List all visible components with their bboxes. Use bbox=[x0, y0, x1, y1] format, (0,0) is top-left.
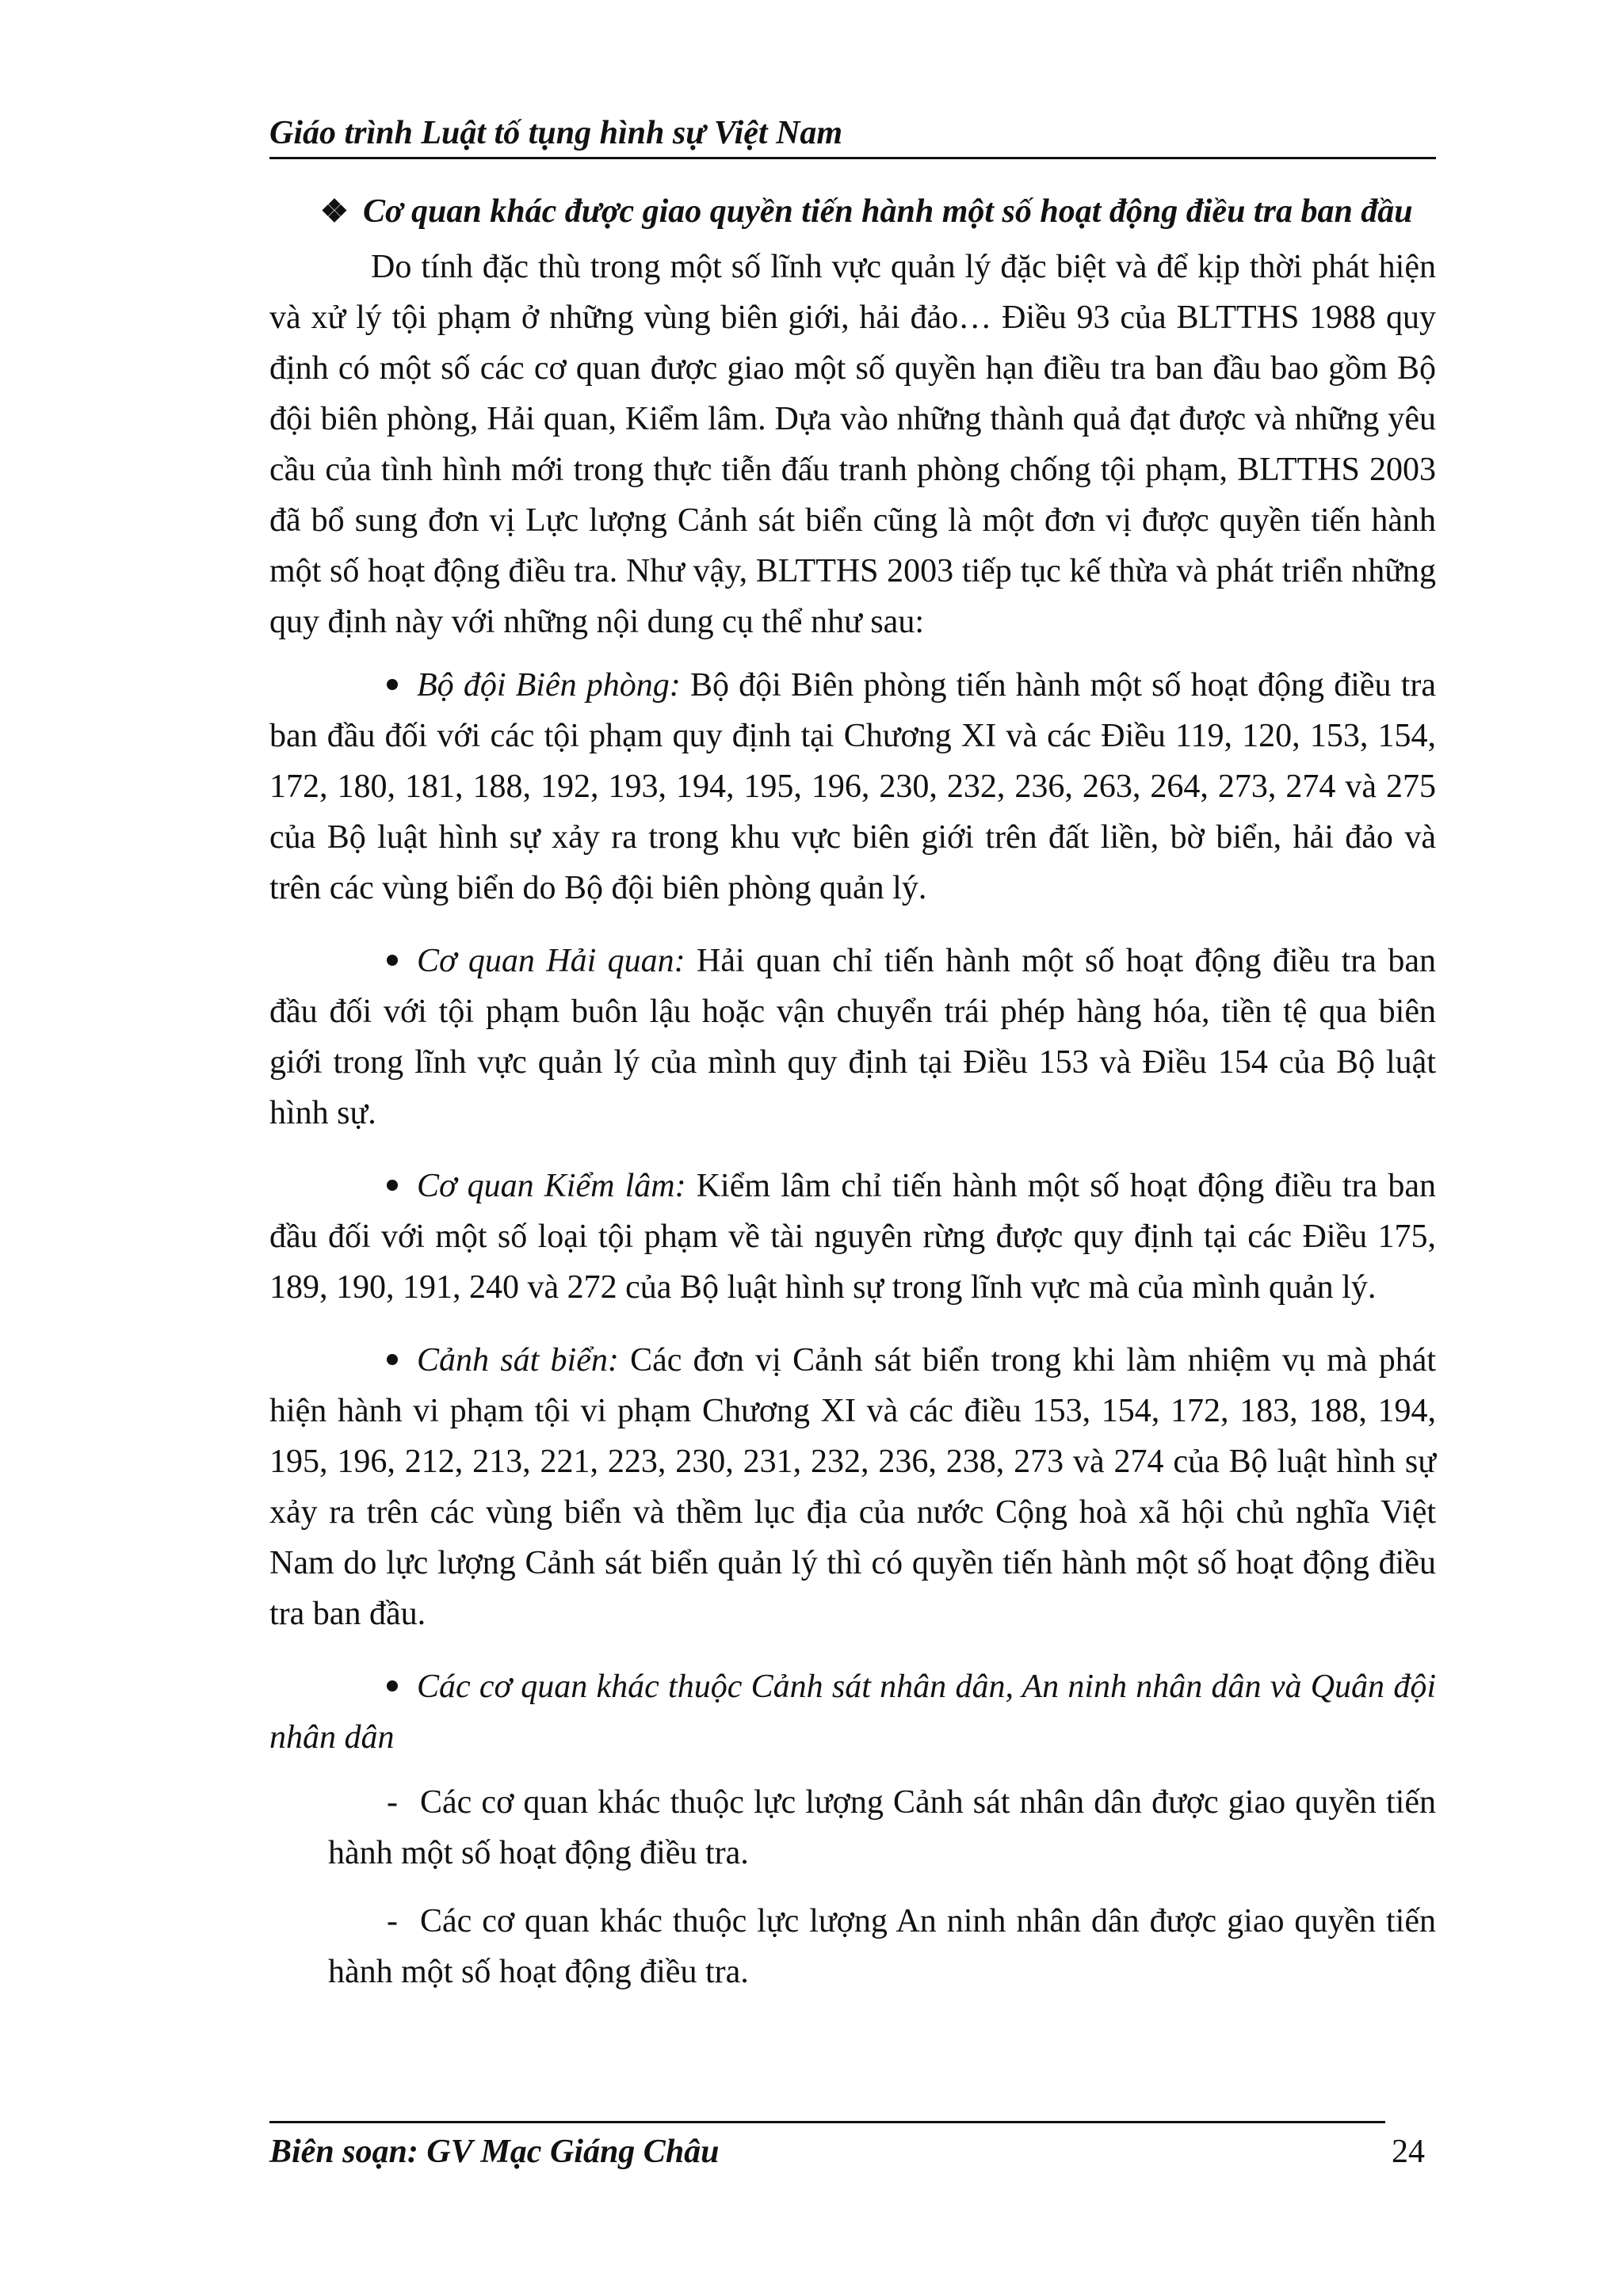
dash-mark: - bbox=[387, 1903, 398, 1939]
bullet-item-bien-phong bbox=[269, 660, 1436, 913]
bullet-text: Bộ đội Biên phòng tiến hành một số hoạt động điều tra ban đầu đối với các tội phạm quy định tại Chương XI và các Điều 119, 120, 153, 154, 172, 180, 181, 188, 192, 193, 194, 195, 196, 230, 232, 236, 263, 264, 273, 274 và 275 của Bộ luật hình sự xảy ra trong khu vực biên giới trên đất liền, bờ biển, hải đảo và trên các vùng biển do Bộ đội biên phòng quản lý. bbox=[269, 667, 1436, 906]
bullet-text: Hải quan chỉ tiến hành một số hoạt động điều tra ban đầu đối với tội phạm buôn lậu hoặc vận chuyển trái phép hàng hóa, tiền tệ qua biên giới trong lĩnh vực quản lý của mình quy định tại Điều 153 và Điều 154 của Bộ luật hình sự. bbox=[269, 943, 1436, 1131]
dash-item-canh-sat bbox=[269, 1777, 1436, 1878]
bullet-dot-icon bbox=[387, 1680, 398, 1691]
bullet-text: Các đơn vị Cảnh sát biển trong khi làm nhiệm vụ mà phát hiện hành vi phạm tội vi phạm Chương XI và các điều 153, 154, 172, 183, 188, 194, 195, 196, 212, 213, 221, 223, 230, 231, 232, 236, 238, 273 và 274 của Bộ luật hình sự xảy ra trên các vùng biển và thềm lục địa của nước Cộng hoà xã hội chủ nghĩa Việt Nam do lực lượng Cảnh sát biển quản lý thì có quyền tiến hành một số hoạt động điều tra ban đầu. bbox=[269, 1342, 1437, 1632]
running-header-title: Giáo trình Luật tố tụng hình sự Việt Nam bbox=[269, 115, 843, 151]
bullet-item-canh-sat-bien bbox=[269, 1335, 1436, 1639]
bullet-dot-icon bbox=[387, 1180, 398, 1191]
bullet-term: Cơ quan Kiểm lâm: bbox=[417, 1168, 686, 1204]
bullet-item-kiem-lam bbox=[269, 1161, 1436, 1313]
bullet-item-hai-quan bbox=[269, 936, 1436, 1138]
bullet-dot-icon bbox=[387, 1354, 398, 1365]
header-divider bbox=[269, 157, 1436, 159]
footer-author: Biên soạn: GV Mạc Giáng Châu bbox=[269, 2134, 720, 2170]
bullet-item-co-quan-khac bbox=[269, 1661, 1436, 1763]
bullet-term: Các cơ quan khác thuộc Cảnh sát nhân dân, An ninh nhân dân và Quân đội nhân dân bbox=[269, 1669, 1436, 1756]
page-body bbox=[269, 186, 1436, 2015]
bullet-text: Kiểm lâm chỉ tiến hành một số hoạt động điều tra ban đầu đối với một số loại tội phạm về tài nguyên rừng được quy định tại các Điều 175, 189, 190, 191, 240 và 272 của Bộ luật hình sự trong lĩnh vực mà của mình quản lý. bbox=[269, 1168, 1436, 1306]
intro-paragraph: Do tính đặc thù trong một số lĩnh vực quản lý đặc biệt và để kịp thời phát hiện và xử lý tội phạm ở những vùng biên giới, hải đảo… Điều 93 của BLTTHS 1988 quy định có một số các cơ quan được giao một số quyền hạn điều tra ban đầu bao gồm Bộ đội biên phòng, Hải quan, Kiểm lâm. Dựa vào những thành quả đạt được và những yêu cầu của tình hình mới trong thực tiễn đấu tranh phòng chống tội phạm, BLTTHS 2003 đã bổ sung đơn vị Lực lượng Cảnh sát biển cũng là một đơn vị được quyền tiến hành một số hoạt động điều tra. Như vậy, BLTTHS 2003 tiếp tục kế thừa và phát triển những quy định này với những nội dung cụ thể như sau: bbox=[269, 249, 1436, 640]
diamond-bullet-icon: ❖ bbox=[320, 193, 349, 229]
bullet-term: Cơ quan Hải quan: bbox=[417, 943, 685, 979]
footer-divider bbox=[269, 2121, 1385, 2123]
section-heading-text: Cơ quan khác được giao quyền tiến hành một số hoạt động điều tra ban đầu bbox=[363, 193, 1413, 230]
bullet-term: Cảnh sát biển: bbox=[417, 1342, 619, 1379]
page-number: 24 bbox=[1392, 2134, 1425, 2170]
dash-item-text: Các cơ quan khác thuộc lực lượng An ninh nhân dân được giao quyền tiến hành một số hoạt động điều tra. bbox=[328, 1903, 1436, 1990]
bullet-term: Bộ đội Biên phòng: bbox=[417, 667, 681, 704]
bullet-dot-icon bbox=[387, 955, 398, 966]
section-heading bbox=[269, 186, 1436, 237]
dash-mark: - bbox=[387, 1784, 398, 1821]
bullet-dot-icon bbox=[387, 679, 398, 690]
dash-item-an-ninh bbox=[269, 1896, 1436, 1997]
dash-item-text: Các cơ quan khác thuộc lực lượng Cảnh sát nhân dân được giao quyền tiến hành một số hoạt động điều tra. bbox=[328, 1784, 1436, 1871]
